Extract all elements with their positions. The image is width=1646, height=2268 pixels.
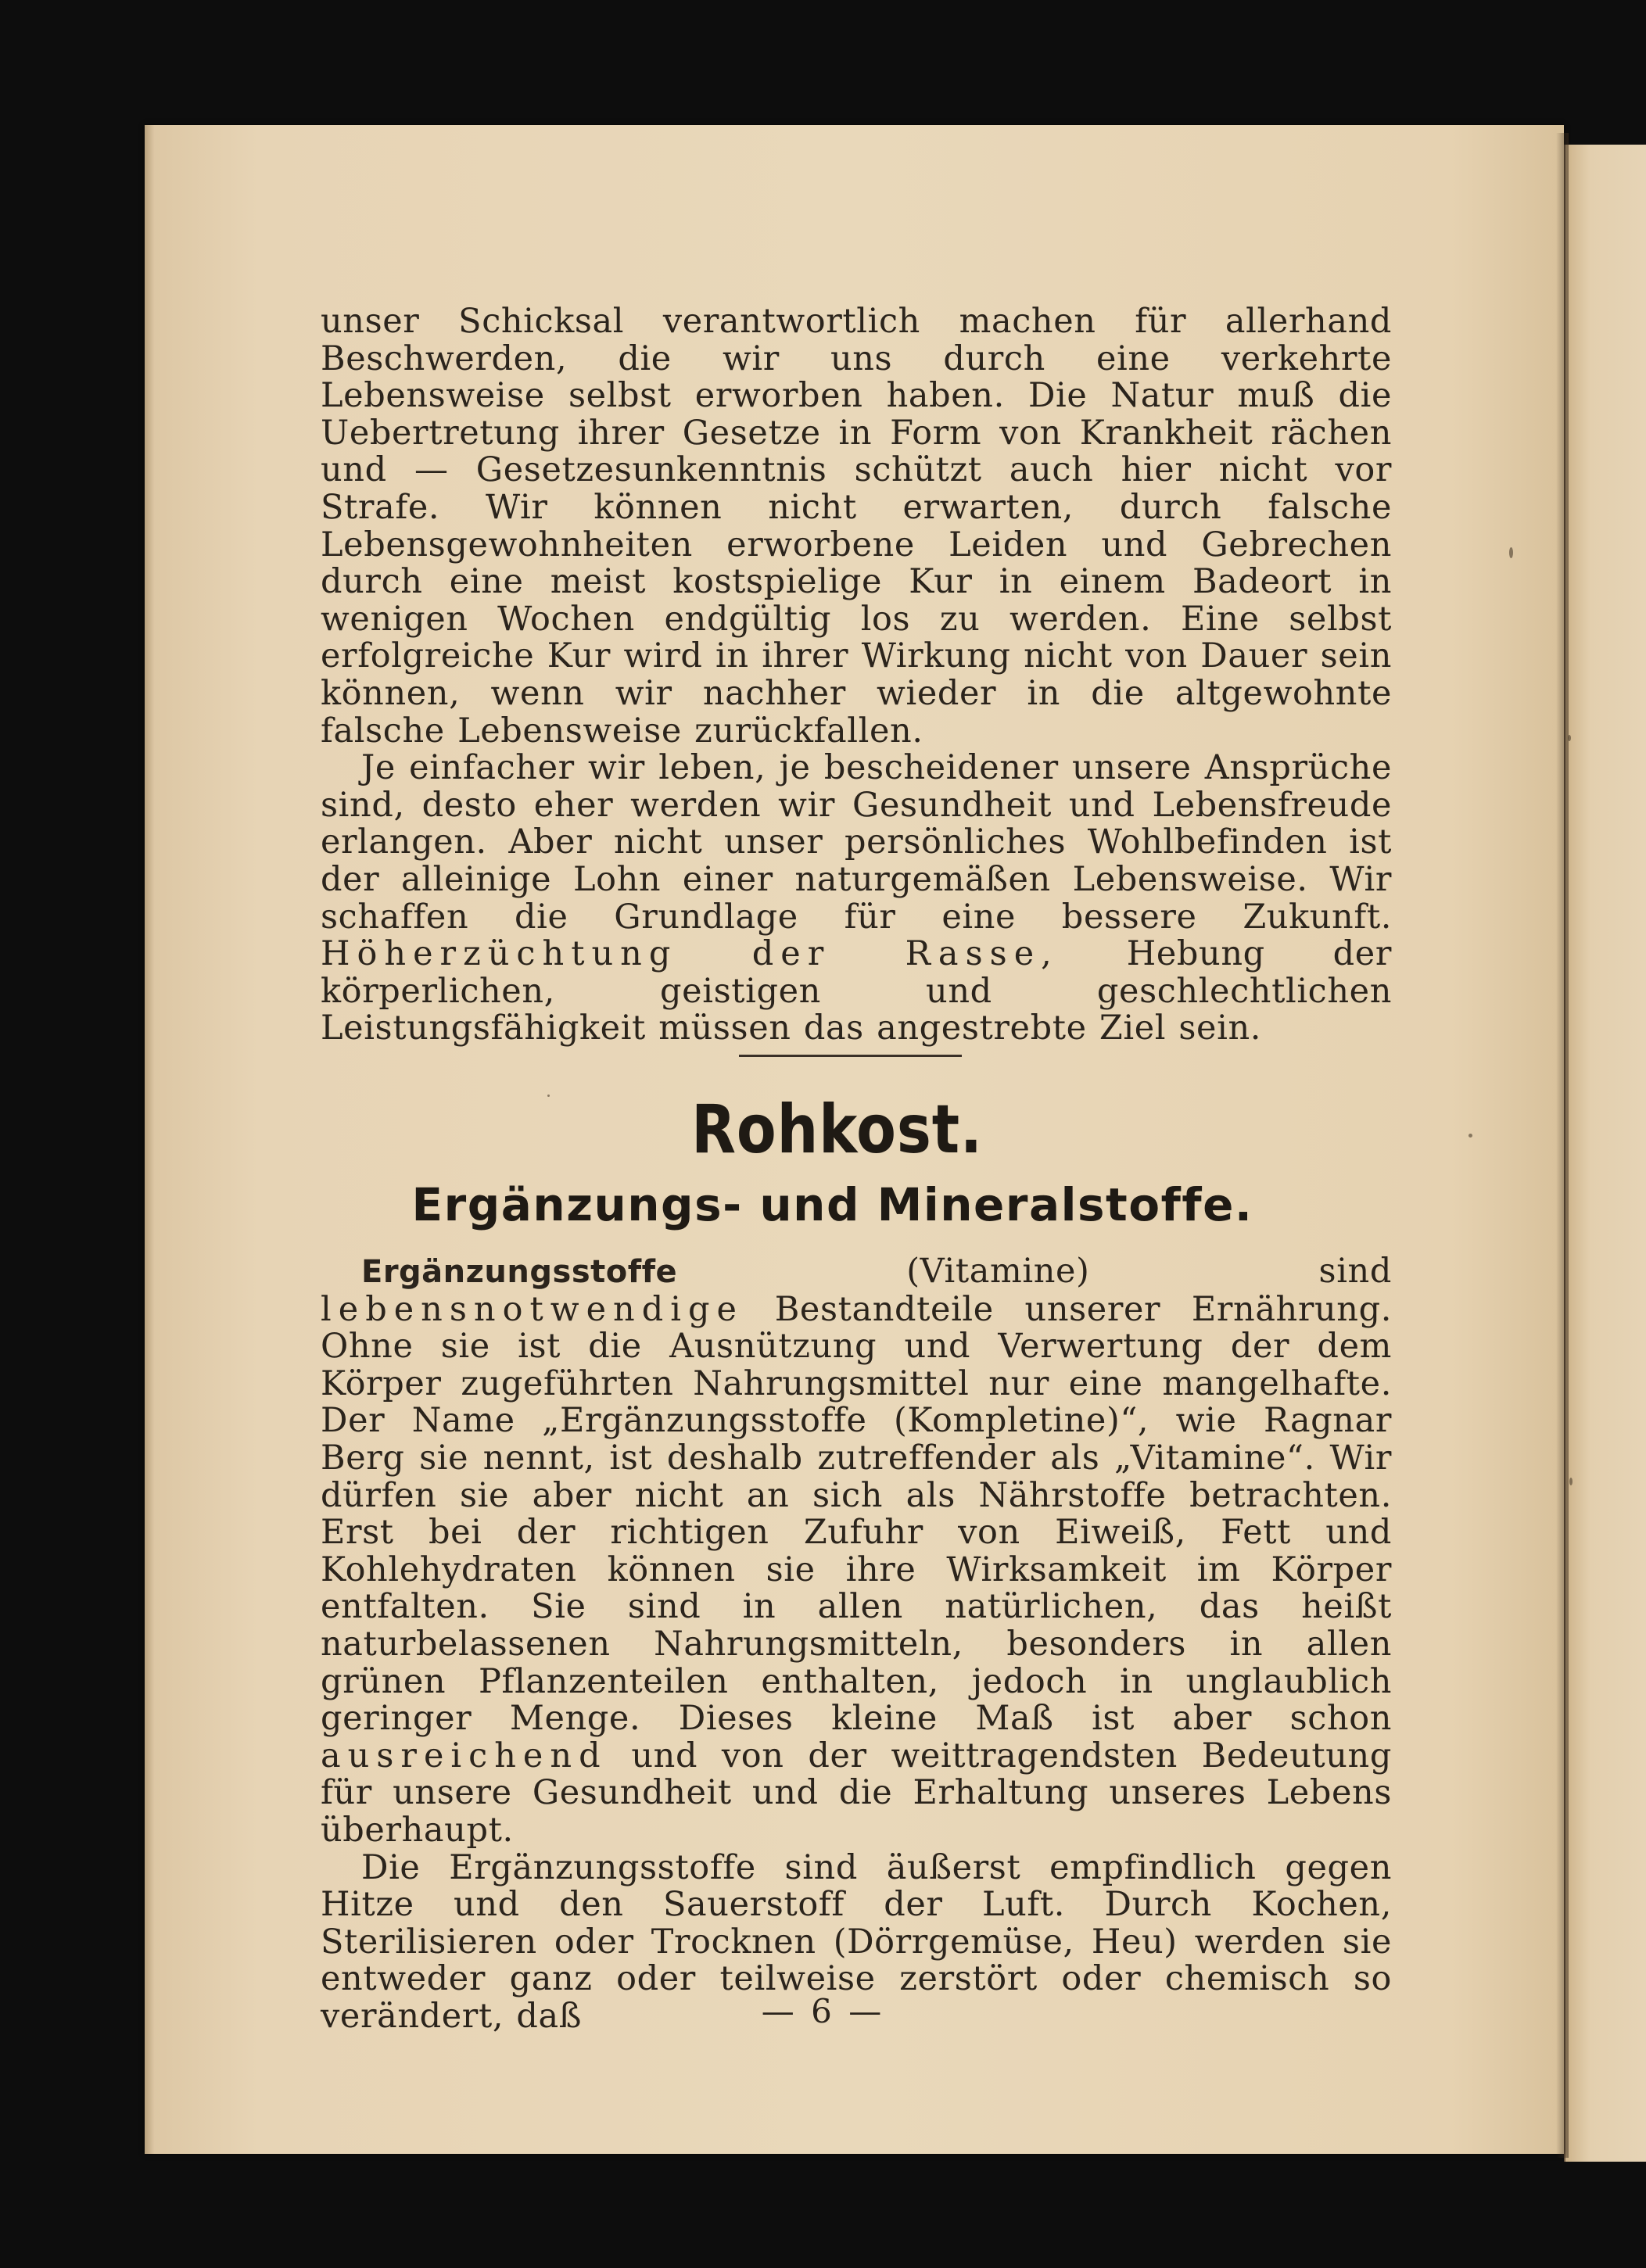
paragraph-4: Die Ergänzungsstoffe sind äußerst empfindlich gegen Hitze und den Sauerstoff der Luft. Durch Kochen, Sterilisieren oder Trocknen (Dörrgemüse, Heu) werden sie entweder ganz oder teilweise zerstört oder chemisch so verändert, daß [321, 1847, 1392, 2036]
upper-text-block [321, 303, 1392, 1048]
paragraph-2 [321, 750, 1392, 1048]
facing-page-edge [1564, 145, 1646, 2162]
paragraph-3 [321, 1253, 1392, 1850]
paragraph-3-a: (Vitamine) sind [906, 1252, 1392, 1291]
lower-text-block [321, 1253, 1392, 2035]
emphasis-lebensnotwendige: lebensnotwendige [321, 1289, 744, 1329]
section-title: Rohkost. [691, 1091, 983, 1169]
gutter-shadow [1556, 133, 1569, 2158]
paper-speck [547, 1095, 550, 1097]
paper-speck [1569, 1478, 1572, 1485]
emphasis-ausreichend: ausreichend [321, 1736, 608, 1775]
section-divider [739, 1055, 962, 1057]
section-subtitle: Ergänzungs- und Mineralstoffe. [411, 1178, 1253, 1231]
paragraph-3-c: und von der weittragendsten Bedeutung für unsere Gesundheit und die Erhaltung unseres Lebens überhaupt. [321, 1736, 1392, 1850]
paragraph-1: unser Schicksal verantwortlich machen für allerhand Beschwerden, die wir uns durch eine verkehrte Lebensweise selbst erworben haben. Die Natur muß die Uebertretung ihrer Gesetze in Form von Krankheit rächen und — Gesetzesunkenntnis schützt auch hier nicht vor Strafe. Wir können nicht erwarten, durch falsche Lebensgewohnheiten erworbene Leiden und Gebrechen durch eine meist kostspielige Kur in einem Badeort in wenigen Wochen endgültig los zu werden. Eine selbst erfolgreiche Kur wird in ihrer Wirkung nicht von Dauer sein können, wenn wir nachher wieder in die altgewohnte falsche Lebensweise zurückfallen. [321, 302, 1392, 751]
paper-speck [1509, 547, 1513, 558]
paragraph-2-start: Je einfacher wir leben, je bescheidener unsere Ansprüche sind, desto eher werden wir Gesundheit und Lebensfreude erlangen. Aber nicht unser persönliches Wohlbefinden ist der alleinige Lohn einer naturgemäßen Lebensweise. Wir schaffen die Grundlage für eine bessere Zukunft. [321, 748, 1392, 937]
paper-speck [1568, 735, 1571, 741]
page-number: — 6 — [761, 1992, 885, 2030]
paragraph-3-lead: Ergänzungsstoffe [361, 1254, 678, 1290]
emphasis-hoeherzuechtung: Höherzüchtung der Rasse, [321, 934, 1059, 974]
paragraph-2-end: Hebung der körperlichen, geistigen und geschlechtlichen Leistungsfähigkeit müssen das angestrebte Ziel sein. [321, 934, 1392, 1048]
paper-speck [1468, 1134, 1472, 1138]
paragraph-3-b: Bestandteile unserer Ernährung. Ohne sie ist die Ausnützung und Verwertung der dem Körper zugeführten Nahrungsmittel nur eine mangelhafte. Der Name „Ergänzungsstoffe (Kompletine)“, wie Ragnar Berg sie nennt, ist deshalb zutreffender als „Vitamine“. Wir dürfen sie aber nicht an sich als Nährstoffe betrachten. Erst bei der richtigen Zufuhr von Eiweiß, Fett und Kohlehydraten können sie ihre Wirksamkeit im Körper entfalten. Sie sind in allen natürlichen, das heißt naturbelassenen Nahrungsmitteln, besonders in allen grünen Pflanzenteilen enthalten, jedoch in unglaublich geringer Menge. Dieses kleine Maß ist aber schon [321, 1289, 1392, 1739]
